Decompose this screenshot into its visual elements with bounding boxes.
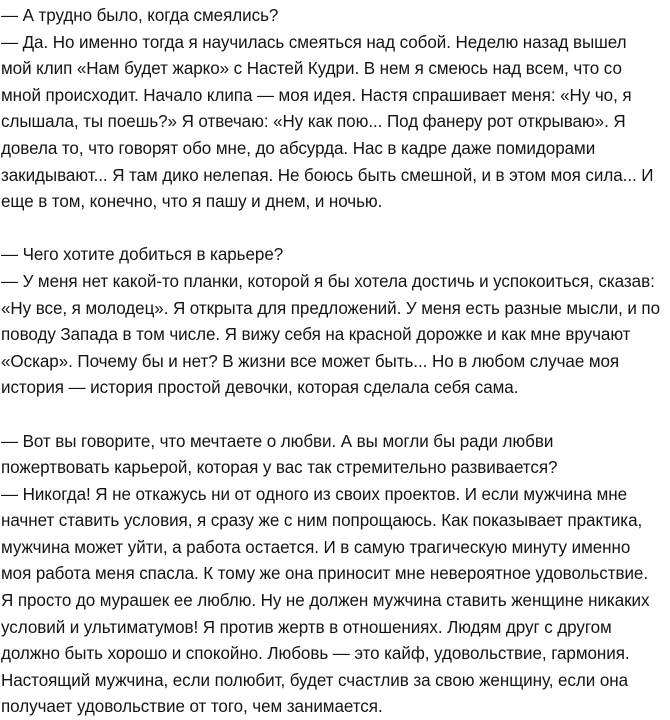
text-line: условий и ультиматумов! Я против жертв в отношениях. Людям друг с другом: [1, 616, 612, 637]
text-line: — Да. Но именно тогда я научилась смеяться над собой. Неделю назад вышел: [1, 31, 627, 52]
text-line: история — история простой девочки, которая сделала себя сама.: [1, 377, 519, 398]
text-line: «Ну все, я молодец». Я открыта для предложений. У меня есть разные мысли, и по: [1, 297, 661, 318]
text-line: «Оскар». Почему бы и нет? В жизни все может быть... Но в любом случае моя: [1, 350, 620, 371]
text-line: получает удовольствие от того, чем занимается.: [1, 696, 383, 717]
text-line: — Вот вы говорите, что мечтаете о любви. А вы могли бы ради любви: [1, 430, 554, 451]
paragraph-answer-3: [1, 481, 662, 720]
text-line: мужчина может уйти, а работа остается. И в самую трагическую минуту именно: [1, 536, 631, 557]
text-line: Я просто до мурашек ее люблю. Ну не должен мужчина ставить женщине никаких: [1, 590, 650, 611]
text-line: пожертвовать карьерой, которая у вас так стремительно развивается?: [1, 457, 558, 478]
text-line: довела то, что говорят обо мне, до абсурда. Нас в кадре даже помидорами: [1, 137, 596, 158]
paragraph-question-3: [1, 428, 662, 481]
text-line: — А трудно было, когда смеялись?: [1, 5, 279, 25]
text-line: — У меня нет какой-то планки, которой я бы хотела достичь и успокоиться, сказав:: [1, 270, 655, 291]
paragraph-answer-1: [1, 29, 662, 215]
text-line: — Чего хотите добиться в карьере?: [1, 244, 284, 265]
paragraph-answer-2: [1, 268, 662, 401]
text-line: мной происходит. Начало клипа — моя идея. Настя спрашивает меня: «Ну чо, я: [1, 84, 632, 105]
text-line: мой клип «Нам будет жарко» с Настей Кудри. В нем я смеюсь над всем, что со: [1, 58, 622, 79]
paragraph-question-1: [1, 2, 662, 29]
text-line: закидывают... Я там дико нелепая. Не боюсь быть смешной, и в этом моя сила... И: [1, 164, 654, 185]
text-line: еще в том, конечно, что я пашу и днем, и ночью.: [1, 191, 383, 212]
text-line: слышала, ты поешь?» Я отвечаю: «Ну как пою... Под фанеру рот открываю». Я: [1, 111, 626, 132]
text-line: моя работа меня спасла. К тому же она приносит мне невероятное удовольствие.: [1, 563, 649, 584]
text-line: поводу Запада в том числе. Я вижу себя на красной дорожке и как мне вручают: [1, 324, 631, 345]
text-line: начнет ставить условия, я сразу же с ним попрощаюсь. Как показывает практика,: [1, 510, 643, 531]
text-line: Настоящий мужчина, если полюбит, будет счастлив за свою женщину, если она: [1, 669, 629, 690]
paragraph-question-2: [1, 241, 662, 268]
text-line: — Никогда! Я не откажусь ни от одного из своих проектов. И если мужчина мне: [1, 483, 628, 504]
text-line: должно быть хорошо и спокойно. Любовь — это кайф, удовольствие, гармония.: [1, 643, 630, 664]
